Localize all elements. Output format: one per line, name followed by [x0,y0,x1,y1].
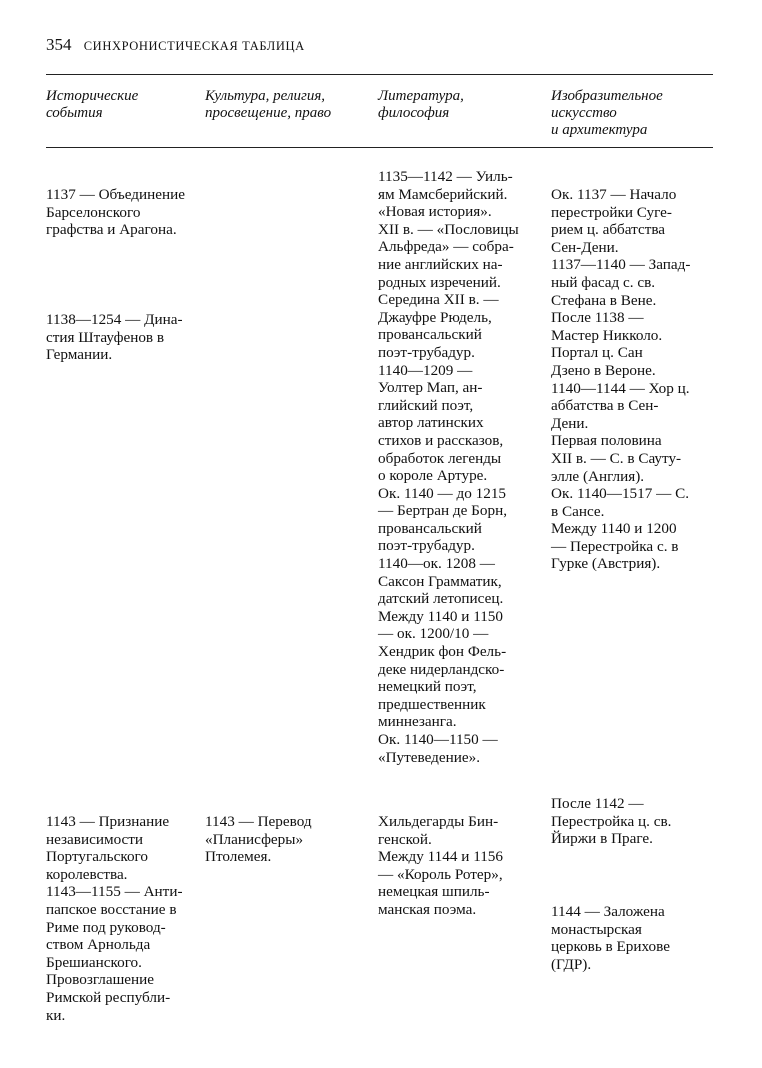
entry-history-1138: 1138—1254 — Дина- стия Штауфенов в Германии. [46,311,183,364]
column-header-literature: Литература, философия [378,88,464,121]
entry-art-1137: Ок. 1137 — Начало перестройки Суге- рием ц. аббатства Сен-Дени. 1137—1140 — Запад- ный фасад с. св. Стефана в Вене. После 1138 — Мастер Никколо. Портал ц. Сан Дзено в Вероне. 1140—1144 — Хор ц. аббатства в Сен- Дени. Первая половина XII в. — С. в Сауту- элле (Англия). Ок. 1140—1517 — С. в Сансе. Между 1140 и 1200 — Перестройка с. в Гурке (Австрия). [551,186,691,573]
entry-art-1144: 1144 — Заложена монастырская церковь в Ерихове (ГДР). [551,903,670,973]
column-header-history: Исторические события [46,88,139,121]
running-title: СИНХРОНИСТИЧЕСКАЯ ТАБЛИЦА [83,39,305,53]
entry-history-1137: 1137 — Объединение Барселонского графства и Арагона. [46,186,186,239]
entry-history-1143: 1143 — Признание независимости Португальского королевства. 1143—1155 — Анти- папское восстание в Риме под руковод- ством Арнольда Брешианского. Провозглашение Римской республи- ки. [46,813,183,1024]
top-rule [46,74,713,75]
page-header [46,35,716,56]
column-header-culture: Культура, религия, просвещение, право [205,88,332,121]
entry-culture-1143: 1143 — Перевод «Планисферы» Птолемея. [205,813,312,866]
entry-literature-1143: Хильдегарды Бин- генской. Между 1144 и 1156 — «Король Ротер», немецкая шпиль- манская поэма. [378,813,503,918]
entry-art-1142: После 1142 — Перестройка ц. св. Йиржи в Праге. [551,795,672,848]
page-number: 354 [46,35,72,54]
column-header-art: Изобразительное искусство и архитектура [551,88,663,138]
header-rule [46,147,713,148]
entry-literature-1135: 1135—1142 — Уиль- ям Мамсберийский. «Новая история». XII в. — «Пословицы Альфреда» — собра- ние английских на- родных изречений. Середина XII в. — Джауфре Рюдель, провансальский поэт-трубадур. 1140—1209 — Уолтер Мап, ан- глийский поэт, автор латинских стихов и рассказов, обработок легенды о короле Артуре. Ок. 1140 — до 1215 — Бертран де Борн, провансальский поэт-трубадур. 1140—ок. 1208 — Саксон Грамматик, датский летописец. Между 1140 и 1150 — ок. 1200/10 — Хендрик фон Фель- деке нидерландско- немецкий поэт, предшественник миннезанга. Ок. 1140—1150 — «Путеведение». [378,168,519,766]
